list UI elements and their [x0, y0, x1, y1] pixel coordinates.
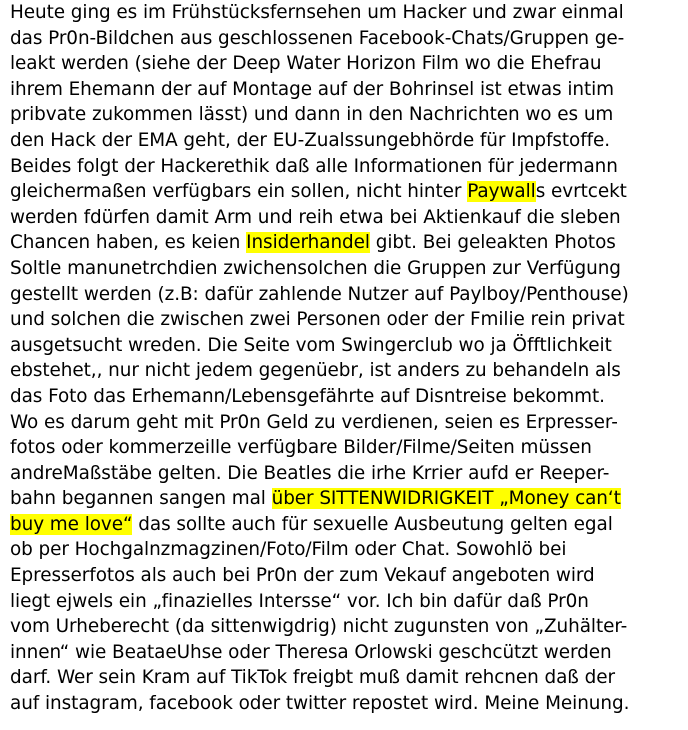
text-run: vom Urheberecht (da sittenwigdrig) nicht zugunsten von „Zuhälter-	[10, 616, 628, 638]
text-run: Chancen haben, es keien	[10, 232, 247, 254]
text-line	[10, 230, 686, 256]
text-line	[10, 154, 686, 180]
text-run: pribvate zukommen lässt) und dann in den Nachrichten wo es um	[10, 104, 614, 126]
text-line	[10, 358, 686, 384]
text-line	[10, 563, 686, 589]
text-run: gestellt werden (z.B: dafür zahlende Nutzer auf Paylboy/Penthouse)	[10, 283, 629, 305]
text-run: darf. Wer sein Kram auf TikTok freigbt muß damit rehcnen daß der	[10, 667, 615, 689]
text-run: innen“ wie BeataeUhse oder Theresa Orlowski geschcützt werden	[10, 641, 612, 663]
highlighted-text: über SITTENWIDRIGKEIT „Money can‘t	[271, 488, 621, 510]
text-line	[10, 102, 686, 128]
text-line	[10, 384, 686, 410]
text-line	[10, 512, 686, 538]
text-run: Epresserfotos als auch bei Pr0n der zum Vekauf angeboten wird	[10, 565, 595, 587]
text-run: Wo es darum geht mit Pr0n Geld zu verdienen, seien es Erpresser-	[10, 411, 618, 433]
text-run: ob per Hochgalnzmagzinen/Foto/Film oder Chat. Sowohlö bei	[10, 539, 567, 561]
text-run: das Foto das Erhemann/Lebensgefährte auf Disntreise bekommt.	[10, 385, 605, 407]
text-run: den Hack der EMA geht, der EU-Zualssungebhörde für Impfstoffe.	[10, 129, 611, 151]
text-run: das Pr0n-Bildchen aus geschlossenen Facebook-Chats/Gruppen ge-	[10, 27, 625, 49]
text-line	[10, 614, 686, 640]
document-body	[10, 0, 686, 717]
text-run: und solchen die zwischen zwei Personen oder der Fmilie rein privat	[10, 309, 625, 331]
text-run: auf instagram, facebook oder twitter repostet wird. Meine Meinung.	[10, 693, 630, 715]
text-line	[10, 537, 686, 563]
text-run: ebstehet,, nur nicht jedem gegenüebr, ist anders zu behandeln als	[10, 360, 621, 382]
highlighted-text: Insiderhandel	[246, 232, 370, 254]
text-run: bahn begannen sangen mal	[10, 488, 272, 510]
text-line	[10, 179, 686, 205]
text-run: fotos oder kommerzeille verfügbare Bilder/Filme/Seiten müssen	[10, 437, 592, 459]
text-line	[10, 0, 686, 26]
text-run: ihrem Ehemann der auf Montage auf der Bohrinsel ist etwas intim	[10, 78, 615, 100]
text-line	[10, 333, 686, 359]
text-line	[10, 691, 686, 717]
text-line	[10, 435, 686, 461]
text-line	[10, 640, 686, 666]
text-line	[10, 486, 686, 512]
text-run: gleichermaßen verfügbars ein sollen, nicht hinter	[10, 181, 468, 203]
text-line	[10, 256, 686, 282]
highlighted-text: buy me love“	[10, 513, 133, 535]
text-run: liegt ejwels ein „finazielles Intersse“ vor. Ich bin dafür daß Pr0n	[10, 590, 589, 612]
text-run: das sollte auch für sexuelle Ausbeutung gelten egal	[132, 513, 613, 535]
text-run: Heute ging es im Frühstücksfernsehen um Hacker und zwar einmal	[10, 2, 624, 23]
text-line	[10, 461, 686, 487]
text-line	[10, 589, 686, 615]
text-run: andreMaßstäbe gelten. Die Beatles die irhe Krrier aufd er Reeper-	[10, 462, 610, 484]
text-run: ausgetsucht wreden. Die Seite vom Swingerclub wo ja Öfftlichkeit	[10, 334, 612, 356]
document-page	[10, 0, 686, 717]
text-line	[10, 128, 686, 154]
highlighted-text: Paywall	[467, 181, 536, 203]
text-line	[10, 282, 686, 308]
text-line	[10, 307, 686, 333]
text-run: gibt. Bei geleakten Photos	[369, 232, 616, 254]
text-run: Beides folgt der Hackerethik daß alle Informationen für jedermann	[10, 155, 618, 177]
text-run: s evrtcekt	[535, 181, 627, 203]
text-line	[10, 51, 686, 77]
text-line	[10, 665, 686, 691]
text-run: Soltle manunetrchdien zwichensolchen die Gruppen zur Verfügung	[10, 257, 621, 279]
text-line	[10, 26, 686, 52]
text-run: werden fdürfen damit Arm und reih etwa bei Aktienkauf die sleben	[10, 206, 621, 228]
text-line	[10, 410, 686, 436]
text-run: leakt werden (siehe der Deep Water Horizon Film wo die Ehefrau	[10, 53, 602, 75]
text-line	[10, 77, 686, 103]
text-line	[10, 205, 686, 231]
